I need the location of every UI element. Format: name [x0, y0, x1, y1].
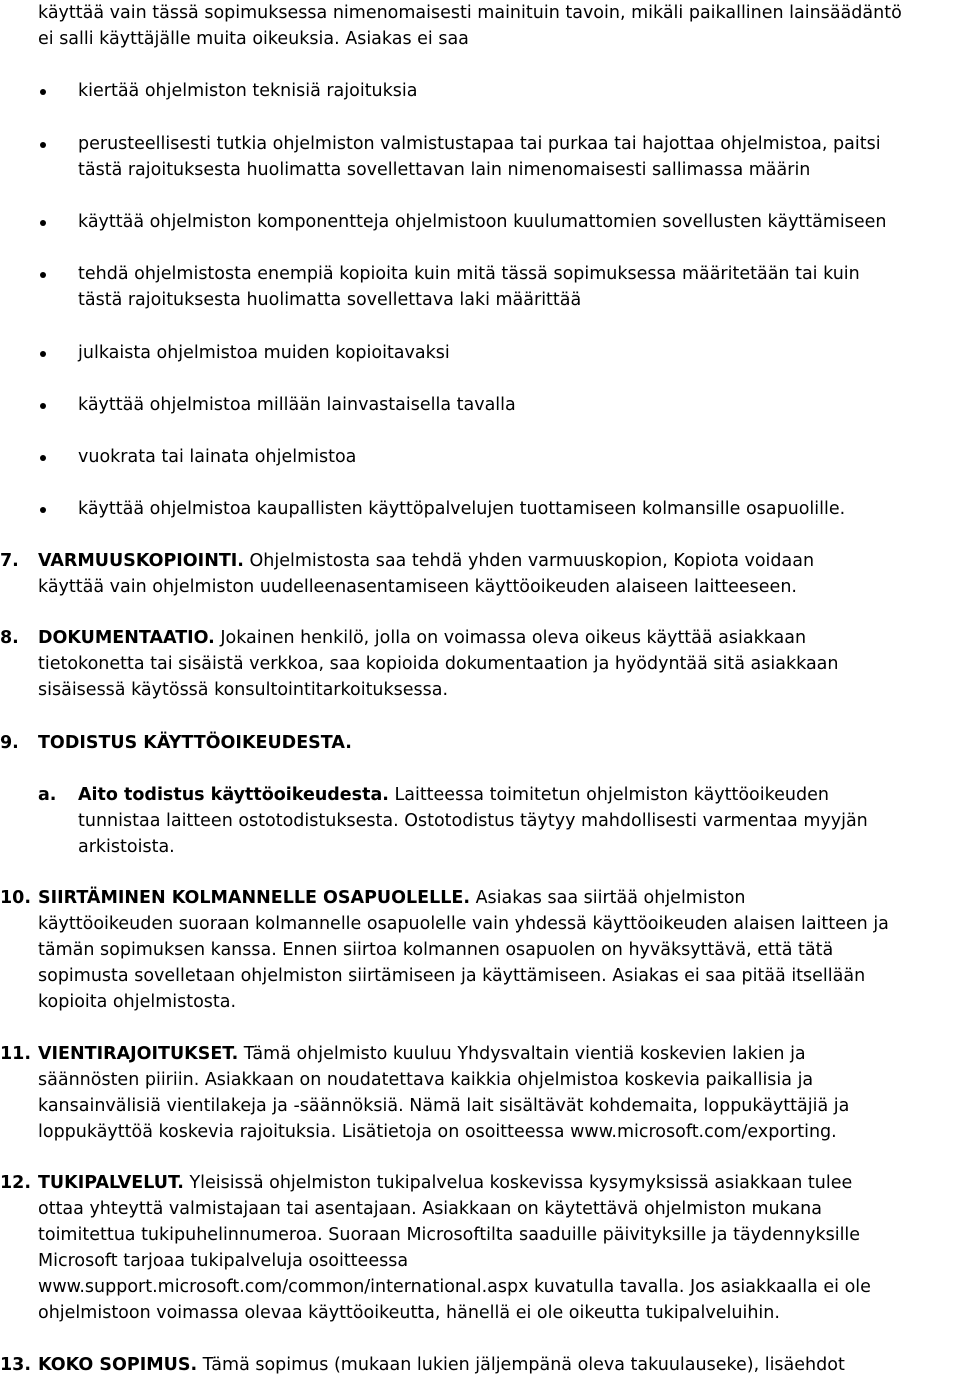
section-text: käyttöoikeuden suoraan kolmannelle osapuolelle vain yhdessä käyttöoikeuden alaisen laitteen ja — [38, 914, 889, 934]
section-number: 9. — [0, 733, 19, 753]
bullet-icon — [40, 351, 46, 357]
section-support-services — [0, 1170, 958, 1326]
section-export-restrictions — [0, 1041, 958, 1145]
section-first-line — [0, 730, 958, 756]
section-license-proof — [0, 730, 958, 756]
list-item — [38, 392, 958, 418]
section-text: ohjelmistoon voimassa olevaa käyttöoikeutta, hänellä ei ole oikeutta tukipalveluihin. — [38, 1303, 780, 1323]
intro-line-1: käyttää vain tässä sopimuksessa nimenomaisesti mainituin tavoin, mikäli paikallinen lainsäädäntö — [38, 3, 902, 23]
list-item — [38, 78, 958, 104]
section-number: 12. — [0, 1173, 32, 1193]
list-item-text: julkaista ohjelmistoa muiden kopioitavaksi — [78, 343, 450, 363]
subsection-title: Aito todistus käyttöoikeudesta. — [78, 785, 389, 805]
list-item-text: tästä rajoituksesta huolimatta sovellettava laki määrittää — [78, 290, 582, 310]
section-entire-agreement — [0, 1352, 958, 1378]
section-number: 7. — [0, 551, 19, 571]
section-text: Yleisissä ohjelmiston tukipalvelua koskevissa kysymyksissä asiakkaan tulee — [183, 1173, 853, 1193]
section-backup — [0, 548, 958, 600]
section-first-line — [0, 1352, 958, 1378]
section-first-line — [0, 1170, 958, 1196]
section-text: kansainvälisiä vientilakeja ja -säännöksiä. Nämä lait sisältävät kohdemaita, loppukäyttäjiä ja — [38, 1096, 850, 1116]
section-first-line — [0, 1041, 958, 1067]
list-item — [38, 131, 958, 183]
section-text: Jokainen henkilö, jolla on voimassa oleva oikeus käyttää asiakkaan — [214, 628, 807, 648]
subsection-genuine-proof — [38, 782, 958, 860]
section-title: DOKUMENTAATIO. — [38, 628, 215, 648]
list-item — [38, 340, 958, 366]
bullet-icon — [40, 220, 46, 226]
section-title: SIIRTÄMINEN KOLMANNELLE OSAPUOLELLE. — [38, 888, 471, 908]
section-text: toimitettua tukipuhelinnumeroa. Suoraan Microsoftilta saaduille päivityksille ja täydennyksille — [38, 1225, 861, 1245]
list-item-text: käyttää ohjelmistoa millään lainvastaisella tavalla — [78, 395, 516, 415]
section-text: Tämä sopimus (mukaan lukien jäljempänä oleva takuulauseke), lisäehdot — [197, 1355, 845, 1375]
section-text: sisäisessä käytössä konsultointitarkoituksessa. — [38, 680, 449, 700]
subsection-first-line — [78, 782, 958, 808]
section-title: TUKIPALVELUT. — [38, 1173, 184, 1193]
list-item — [38, 496, 958, 522]
list-item — [38, 261, 958, 313]
section-text: tietokonetta tai sisäistä verkkoa, saa kopioida dokumentaation ja hyödyntää sitä asiakkaan — [38, 654, 839, 674]
subsection-letter: a. — [38, 785, 57, 805]
section-text: www.support.microsoft.com/common/international.aspx kuvatulla tavalla. Jos asiakkaalla ei ole — [38, 1277, 871, 1297]
subsection-text: Laitteessa toimitetun ohjelmiston käyttöoikeuden — [388, 785, 829, 805]
subsection-text: tunnistaa laitteen ostotodistuksesta. Ostotodistus täytyy mahdollisesti varmentaa myyjän — [78, 811, 868, 831]
list-item-text: perusteellisesti tutkia ohjelmiston valmistustapaa tai purkaa tai hajottaa ohjelmistoa, paitsi — [78, 134, 881, 154]
section-text: Asiakas saa siirtää ohjelmiston — [470, 888, 746, 908]
bullet-icon — [40, 455, 46, 461]
section-text: käyttää vain ohjelmiston uudelleenasentamiseen käyttöoikeuden alaiseen laitteeseen. — [38, 577, 797, 597]
list-item — [38, 209, 958, 235]
intro-paragraph — [38, 0, 950, 52]
list-item-text: kiertää ohjelmiston teknisiä rajoituksia — [78, 81, 418, 101]
bullet-icon — [40, 142, 46, 148]
subsection-text: arkistoista. — [78, 837, 175, 857]
section-text: Tämä ohjelmisto kuuluu Yhdysvaltain vientiä koskevien lakien ja — [238, 1044, 806, 1064]
list-item-text: vuokrata tai lainata ohjelmistoa — [78, 447, 357, 467]
section-number: 13. — [0, 1355, 32, 1375]
list-item-text: käyttää ohjelmistoa kaupallisten käyttöpalvelujen tuottamiseen kolmansille osapuolille. — [78, 499, 846, 519]
section-text: ottaa yhteyttä valmistajaan tai asentajaan. Asiakkaan on käytettävä ohjelmiston mukana — [38, 1199, 822, 1219]
section-first-line — [0, 885, 958, 911]
section-title: KOKO SOPIMUS. — [38, 1355, 198, 1375]
bullet-icon — [40, 507, 46, 513]
section-first-line — [0, 548, 958, 574]
section-title: TODISTUS KÄYTTÖOIKEUDESTA. — [38, 733, 352, 753]
list-item — [38, 444, 958, 470]
section-text: kopioita ohjelmistosta. — [38, 992, 237, 1012]
section-number: 10. — [0, 888, 32, 908]
section-text: loppukäyttöä koskevia rajoituksia. Lisätietoja on osoitteessa www.microsoft.com/exporting. — [38, 1122, 837, 1142]
section-text: sopimusta sovelletaan ohjelmiston siirtämiseen ja käyttämiseen. Asiakas ei saa pitää itsellään — [38, 966, 866, 986]
section-title: VARMUUSKOPIOINTI. — [38, 551, 244, 571]
list-item-text: käyttää ohjelmiston komponentteja ohjelmistoon kuulumattomien sovellusten käyttämiseen — [78, 212, 887, 232]
section-text: tämän sopimuksen kanssa. Ennen siirtoa kolmannen osapuolen on hyväksyttävä, että tätä — [38, 940, 834, 960]
section-first-line — [0, 625, 958, 651]
section-documentation — [0, 625, 958, 703]
list-item-text: tästä rajoituksesta huolimatta sovellettavan lain nimenomaisesti sallimassa määrin — [78, 160, 811, 180]
list-item-text: tehdä ohjelmistosta enempiä kopioita kuin mitä tässä sopimuksessa määritetään tai kuin — [78, 264, 860, 284]
section-text: Ohjelmistosta saa tehdä yhden varmuuskopion, Kopiota voidaan — [243, 551, 815, 571]
section-number: 11. — [0, 1044, 32, 1064]
bullet-icon — [40, 403, 46, 409]
section-title: VIENTIRAJOITUKSET. — [38, 1044, 239, 1064]
bullet-icon — [40, 272, 46, 278]
section-number: 8. — [0, 628, 19, 648]
section-text: säännösten piiriin. Asiakkaan on noudatettava kaikkia ohjelmistoa koskevia paikallisia ja — [38, 1070, 814, 1090]
intro-line-2: ei salli käyttäjälle muita oikeuksia. Asiakas ei saa — [38, 29, 469, 49]
section-text: Microsoft tarjoaa tukipalveluja osoitteessa — [38, 1251, 409, 1271]
bullet-icon — [40, 89, 46, 95]
section-transfer — [0, 885, 958, 1015]
